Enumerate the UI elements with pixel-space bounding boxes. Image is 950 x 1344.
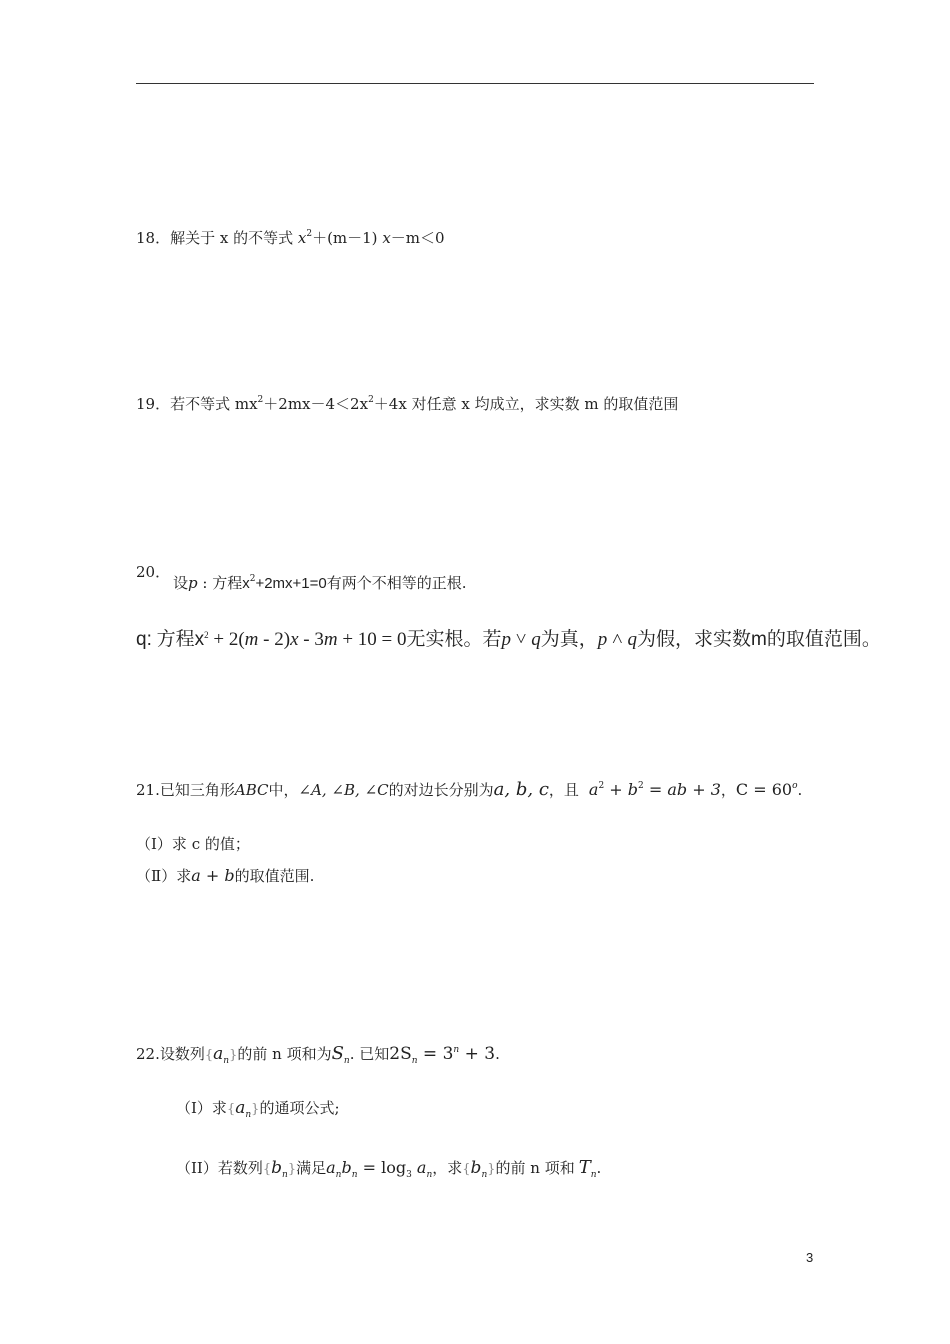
brace-icon: } <box>287 1162 297 1177</box>
math-var: B, <box>344 781 360 799</box>
math-var: ABC <box>234 781 269 799</box>
brace-icon: } <box>229 1048 238 1063</box>
brace-icon: { <box>204 1048 214 1063</box>
math-op: ˄ <box>607 629 628 650</box>
math-expr: = log <box>357 1158 407 1177</box>
math-expr: a + b <box>191 866 235 885</box>
subscript: n <box>590 1170 597 1180</box>
exponent: 2 <box>204 630 209 640</box>
problem-text: ＋(m－1) <box>312 229 383 247</box>
problem-text: －m＜0 <box>390 229 445 247</box>
subscript: n <box>343 1056 350 1066</box>
math-var: a, b, c <box>493 779 549 800</box>
exponent: 2 <box>306 229 313 239</box>
problem-text: （I）求 <box>176 1099 227 1117</box>
subscript: n <box>411 1056 418 1066</box>
problem-text: 方程 <box>151 629 195 650</box>
problem-number: 20． <box>136 563 171 581</box>
math-expr: + 3 <box>459 1044 496 1064</box>
problem-text: ∠ <box>359 781 378 799</box>
brace-icon: { <box>262 1162 272 1177</box>
math-var: x <box>382 229 391 247</box>
header-rule <box>136 83 814 84</box>
math-var: a <box>326 1158 336 1177</box>
subscript: 3 <box>406 1170 412 1180</box>
math-var: S <box>331 1043 344 1064</box>
exponent: 2 <box>257 395 264 405</box>
math-var: b <box>627 780 639 799</box>
brace-icon: { <box>462 1162 471 1177</box>
math-var: x <box>194 629 205 650</box>
math-var: b <box>341 1158 352 1177</box>
subscript: n <box>223 1056 230 1066</box>
math-var: a <box>213 1044 224 1064</box>
problem-number: 19． <box>136 395 171 413</box>
math-var: b <box>470 1158 482 1178</box>
math-expr: + <box>604 780 628 799</box>
problem-20-p <box>173 573 467 594</box>
problem-text: 的取值范围。 <box>766 629 881 650</box>
math-var: q <box>531 629 541 650</box>
subscript: n <box>481 1170 488 1180</box>
problem-text: ， <box>720 781 736 799</box>
math-expr: +2mx+1=0 <box>255 575 327 592</box>
math-var: p <box>188 574 198 592</box>
math-var: p <box>597 629 608 650</box>
math-var: T <box>578 1157 591 1178</box>
brace-icon: } <box>487 1162 496 1177</box>
problem-text: 的前 n 项和 <box>495 1159 575 1177</box>
subscript: n <box>426 1170 433 1180</box>
problem-22-part-2 <box>176 1158 601 1180</box>
math-expr: - 3 <box>298 629 324 650</box>
subscript: n <box>282 1170 288 1180</box>
problem-text: ，且 <box>548 781 579 799</box>
exponent: o <box>792 781 798 791</box>
math-var: x <box>297 229 307 247</box>
math-var: a <box>411 1158 427 1177</box>
math-var: a <box>588 780 599 799</box>
problem-text: 无实根。若 <box>406 629 502 650</box>
problem-text: 为假，求实数 <box>636 629 751 650</box>
math-var: m <box>244 629 259 650</box>
problem-text: 的通项公式; <box>259 1099 340 1117</box>
problem-text: 满足 <box>296 1159 327 1177</box>
page-number: 3 <box>806 1250 814 1265</box>
subscript: n <box>245 1110 252 1120</box>
math-var: b <box>271 1158 283 1178</box>
problem-text: . <box>596 1159 602 1177</box>
problem-22 <box>136 1044 500 1066</box>
problem-text: 的取值范围. <box>234 867 315 885</box>
math-expr: 2S <box>389 1044 412 1064</box>
math-expr: = 3 <box>417 1044 454 1064</box>
problem-number: 21. <box>136 781 160 799</box>
exponent: 2 <box>249 574 256 584</box>
math-expr: + 10 = 0 <box>337 629 407 650</box>
exponent: 2 <box>638 781 644 791</box>
problem-text: 解关于 x 的不等式 <box>170 229 298 247</box>
problem-22-part-1 <box>176 1098 340 1120</box>
math-var: q: <box>136 629 152 650</box>
problem-text: ，求 <box>432 1159 463 1177</box>
math-expr: = ab + 3 <box>643 780 721 799</box>
problem-text: 已知三角形 <box>159 781 235 799</box>
problem-text: ＋2mx－4＜2x <box>263 395 369 413</box>
problem-20-q <box>136 628 881 652</box>
math-var: m <box>323 629 338 650</box>
problem-text: ＋4x 对任意 x 均成立，求实数 m 的取值范围 <box>373 395 679 413</box>
problem-19 <box>136 394 678 414</box>
problem-text: 为真， <box>540 629 598 650</box>
problem-text: . <box>495 1045 500 1063</box>
math-op: ˅ <box>511 629 532 650</box>
problem-text: . <box>797 781 803 799</box>
problem-18 <box>136 228 445 248</box>
problem-text: 有两个不相等的正根. <box>326 574 467 592</box>
problem-text: 若不等式 mx <box>170 395 258 413</box>
math-var: m <box>750 629 767 650</box>
problem-number: 22. <box>136 1045 160 1063</box>
brace-icon: { <box>226 1102 236 1117</box>
math-expr: x <box>242 575 250 592</box>
math-expr: - 2) <box>258 629 291 650</box>
problem-text: 的对边长分别为 <box>388 781 494 799</box>
problem-text: 的前 n 项和为 <box>237 1045 332 1063</box>
subscript: n <box>351 1170 358 1180</box>
math-var: p <box>501 629 512 650</box>
math-expr: C = 60 <box>735 780 793 799</box>
math-var: C <box>377 781 389 799</box>
problem-number: 18． <box>136 229 171 247</box>
brace-icon: } <box>251 1102 260 1117</box>
problem-number-20 <box>136 562 170 582</box>
problem-text: . 已知 <box>349 1045 390 1063</box>
math-var: A, <box>311 781 327 799</box>
exponent: 2 <box>368 395 374 405</box>
exponent: 2 <box>598 781 605 791</box>
problem-text: 设 <box>173 574 189 592</box>
problem-text: 设数列 <box>159 1045 205 1063</box>
problem-21-part-2 <box>136 866 314 886</box>
exponent: n <box>453 1045 460 1055</box>
problem-21 <box>136 780 802 800</box>
problem-text: （Ⅱ）求 <box>136 867 192 885</box>
math-var: x <box>290 629 299 650</box>
problem-text: （II）若数列 <box>176 1159 263 1177</box>
math-var: q <box>627 629 637 650</box>
math-expr: + 2( <box>208 629 245 650</box>
problem-text: （Ⅰ）求 c 的值； <box>136 835 250 853</box>
problem-text: 中，∠ <box>268 781 312 799</box>
subscript: n <box>335 1170 342 1180</box>
math-var: a <box>235 1098 246 1118</box>
problem-text: : 方程 <box>197 574 243 592</box>
problem-text: ∠ <box>326 781 345 799</box>
problem-21-part-1 <box>136 834 250 854</box>
